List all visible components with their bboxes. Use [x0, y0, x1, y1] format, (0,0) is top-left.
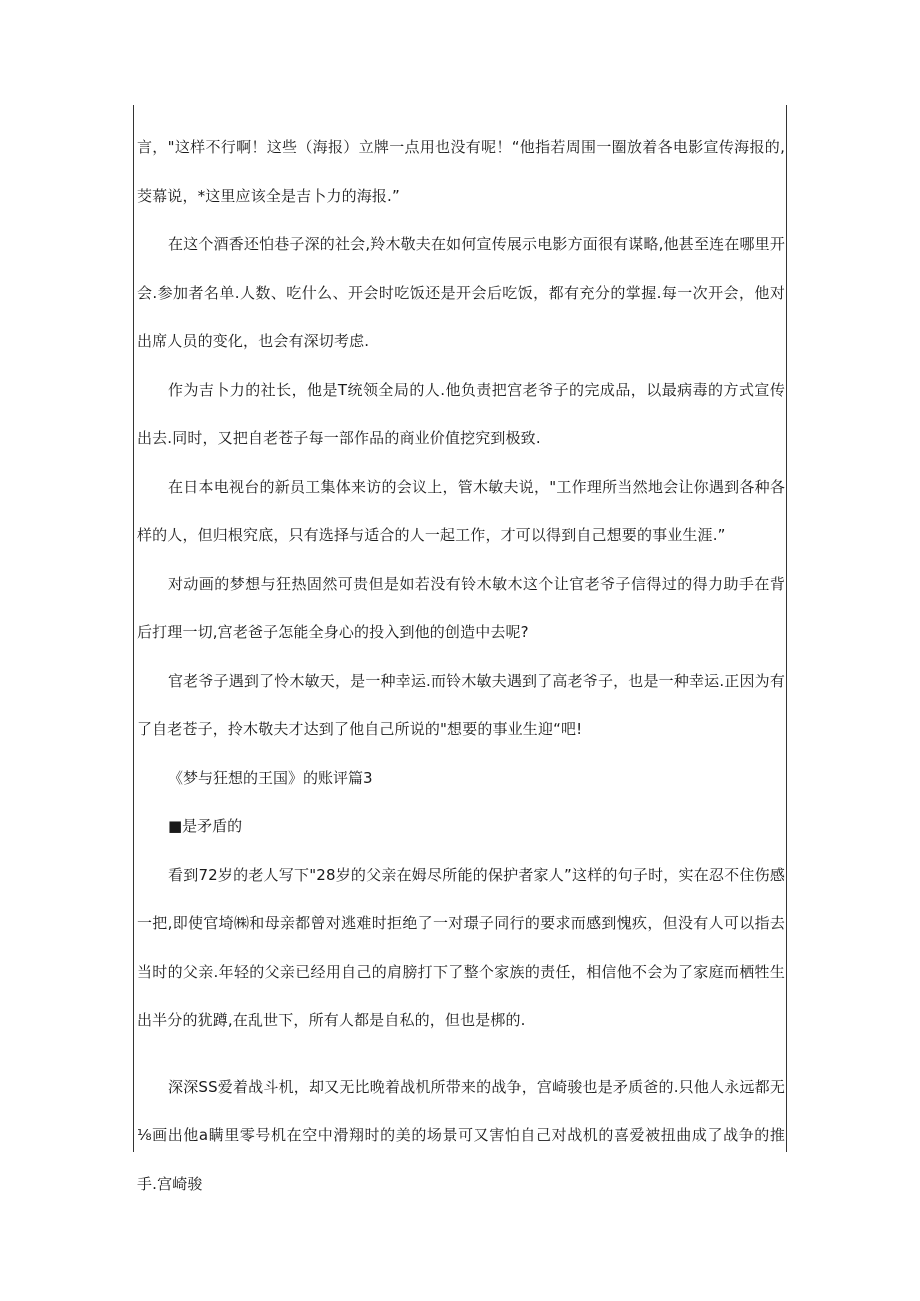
document-body [137, 123, 785, 1208]
paragraph: 深深SS爱着战斗机，却又无比晚着战机所带来的战争，宫崎骏也是矛质爸的.只他人永远都无⅛画出他a瞒里零号机在空中滑翔时的美的场景可又害怕自己对战机的喜爱被扭曲成了战争的推手.宫崎骏 [137, 1077, 785, 1193]
paragraph: 对动画的梦想与狂热固然可贵但是如若没有铃木敏木这个让官老爷子信得过的得力助手在背后打理一切,宫老爸子怎能全身心的投入到他的创造中去呢? [137, 574, 785, 641]
page-border-right [786, 105, 787, 1152]
paragraph: 言，"这样不行啊！这些（海报）立牌一点用也没有呢！“他指若周围一圈放着各电影宣传海报的,茭幕说，*这里应该全是吉卜力的海报.” [137, 138, 785, 205]
subheading: ■是矛盾的 [168, 817, 243, 835]
paragraph: 看到72岁的老人写下"28岁的父亲在姆尽所能的保护者家人”这样的句子时，实在忍不住伤感一把,即使官埼㈱和母亲都曾对逃难时拒绝了一对璟子同行的要求而感到愧疚，但没有人可以指去当时的父亲.年轻的父亲已经用自己的肩膀打下了整个家族的责任，相信他不会为了家庭而栖牲生出半分的犹蹲,在乱世下，所有人都是自私的，但也是梆的. [137, 865, 785, 1029]
paragraph: 官老爷子遇到了怜木敏天，是一种幸运.而铃木敏夫遇到了高老爷子，也是一种幸运.正因为有了自老苍子，拎木敬夫才达到了他自己所说的"想要的事业生迎“吧! [137, 671, 785, 738]
paragraph-gap [137, 1045, 785, 1063]
paragraph: 在这个酒香还怕巷子深的社会,羚木敬夫在如何宣传展示电影方面很有谋略,他甚至连在哪里开会.参加者名单.人数、吃什么、开会时吃饭还是开会后吃饭，都有充分的掌握.每一次开会，他对出席人员的变化，也会有深切考虑. [137, 235, 785, 350]
paragraph: 在日本电视台的新员工集体来访的会议上，管木敏夫说，"工作理所当然地会让你遇到各种各样的人，但归根究底，只有选择与适合的人一起工作，才可以得到自己想要的事业生涯.” [137, 477, 785, 544]
paragraph: 作为吉卜力的社长，他是T统领全局的人.他负责把宫老爷子的完成品，以最病毒的方式宣传出去.同时，又把自老苍子每一部作品的商业价值挖究到极致. [137, 380, 785, 447]
page-border-left [133, 105, 134, 1152]
section-title: 《梦与狂想的王国》的账评篇3 [168, 768, 373, 787]
